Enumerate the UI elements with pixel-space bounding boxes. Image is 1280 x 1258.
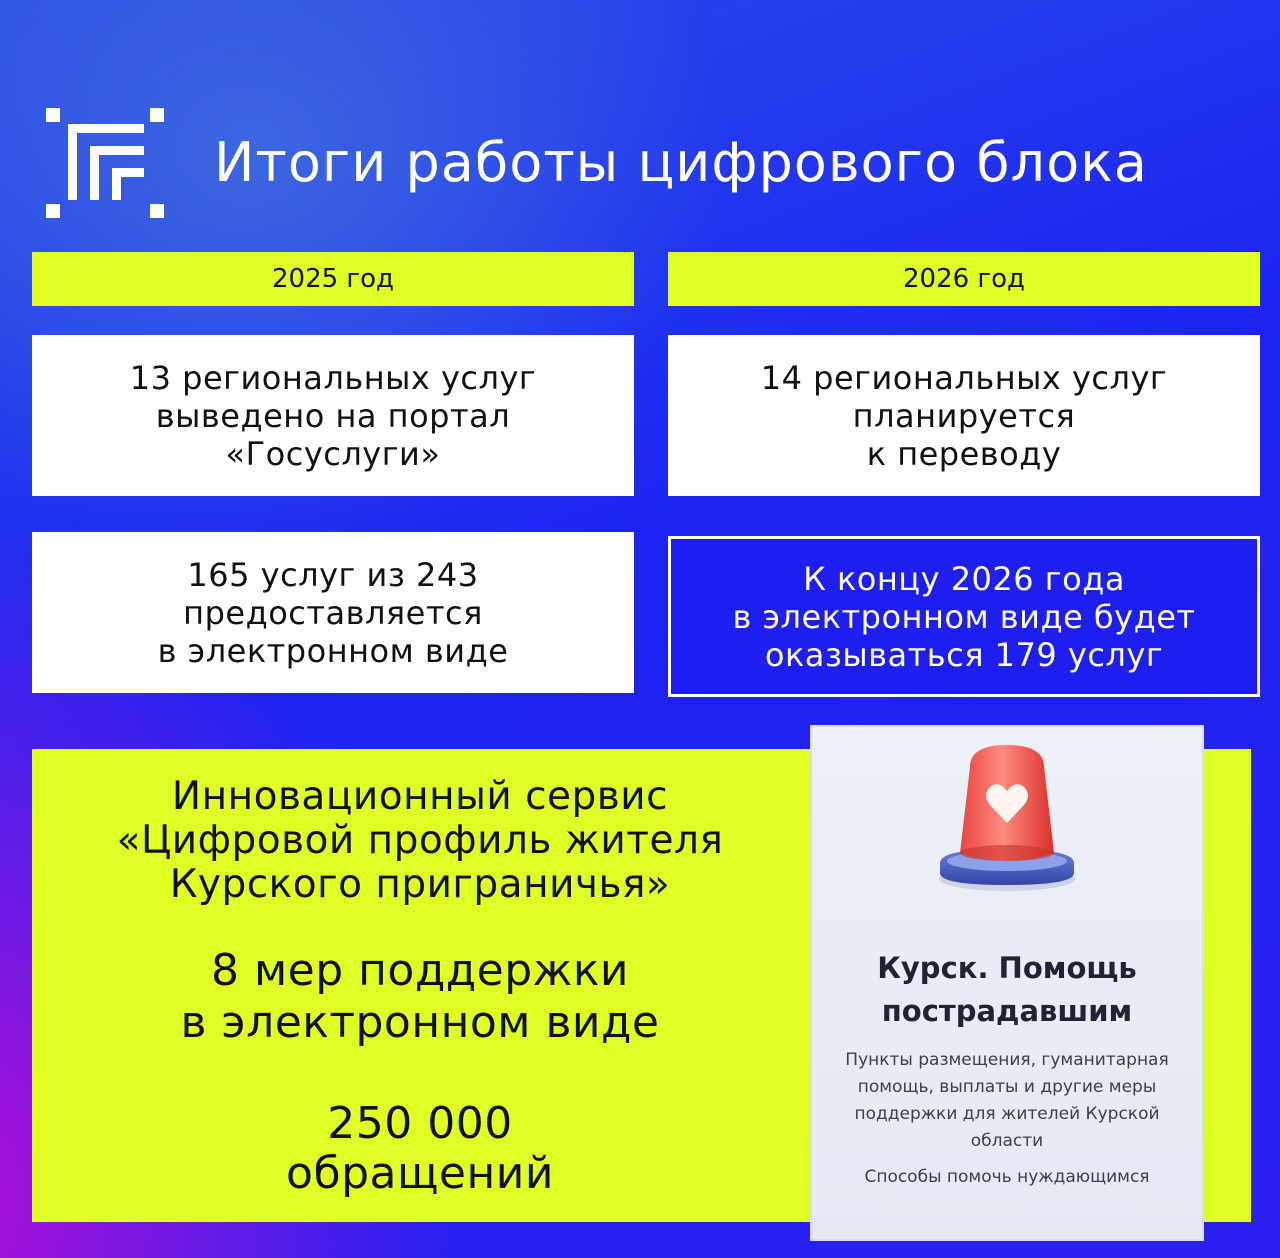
- support-measures: 8 мер поддержки в электронном виде: [180, 945, 660, 1048]
- card-2026-services-planned: [668, 335, 1260, 496]
- card-2026-electronic-target: [668, 536, 1260, 697]
- app-screenshot: [812, 727, 1202, 1239]
- card-text: 13 региональных услуг выведено на портал «Госуслуги»: [129, 358, 537, 473]
- bracket-logo-icon: [46, 108, 164, 218]
- requests-count: 250 000 обращений: [286, 1098, 554, 1199]
- page-title: Итоги работы цифрового блока: [214, 131, 1148, 194]
- card-2025-services-portal: [32, 335, 634, 496]
- siren-heart-icon: [932, 737, 1082, 897]
- year-label-2026: 2026 год: [668, 252, 1260, 306]
- app-description: Пункты размещения, гуманитарная помощь, выплаты и другие меры поддержки для жителей Курской области: [845, 1050, 1169, 1151]
- service-name: Инновационный сервис «Цифровой профиль жителя Курского приграничья»: [116, 774, 724, 907]
- card-text: 165 услуг из 243 предоставляется в электронном виде: [157, 555, 509, 670]
- card-text: К концу 2026 года в электронном виде будет оказываться 179 услуг: [732, 559, 1196, 674]
- year-label-2025: 2025 год: [32, 252, 634, 306]
- app-title: Курск. Помощь пострадавшим: [877, 951, 1137, 1028]
- help-link[interactable]: Способы помочь нуждающимся: [864, 1167, 1150, 1187]
- card-text: 14 региональных услуг планируется к переводу: [760, 358, 1168, 473]
- card-2025-electronic-services: [32, 532, 634, 693]
